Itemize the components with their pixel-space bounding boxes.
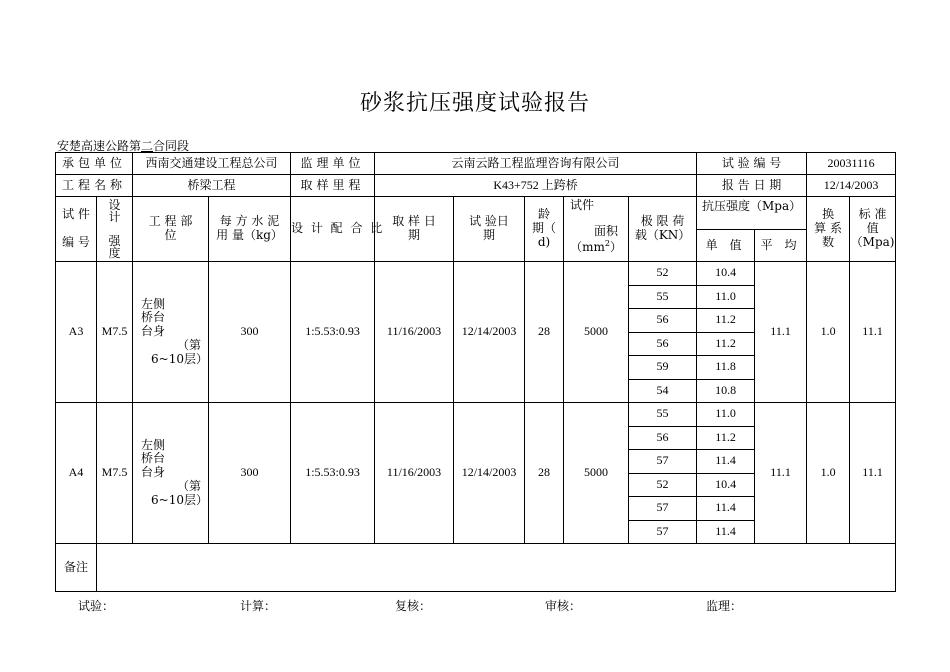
project-part: 左侧 桥台 台身 （第 6~10层）: [133, 262, 209, 403]
limit-load: 57: [629, 450, 697, 474]
limit-load: 56: [629, 309, 697, 333]
contractor-label: 承包单位: [56, 153, 133, 175]
average-strength: 11.1: [755, 403, 807, 544]
limit-load: 52: [629, 262, 697, 286]
standard-value: 11.1: [850, 262, 896, 403]
project-part: 左侧 桥台 台身 （第 6~10层）: [133, 403, 209, 544]
specimen-id: A3: [56, 262, 97, 403]
remarks-label: 备注: [56, 544, 97, 592]
sample-date: 11/16/2003: [375, 262, 454, 403]
test-no-label: 试 验 编 号: [697, 153, 807, 175]
limit-load: 57: [629, 520, 697, 544]
report-date-value: 12/14/2003: [807, 175, 896, 197]
single-strength: 10.8: [697, 379, 755, 403]
limit-load: 59: [629, 356, 697, 380]
report-table: [55, 152, 896, 592]
limit-load: 55: [629, 403, 697, 427]
mileage-value: K43+752 上跨桥: [375, 175, 697, 197]
footer-review: 复核：: [395, 599, 432, 613]
footer-supervise: 监理：: [706, 599, 743, 613]
average-strength: 11.1: [755, 262, 807, 403]
project-value: 桥梁工程: [133, 175, 291, 197]
col-test-date: 试 验日 期: [454, 197, 525, 262]
section-number: 二: [141, 139, 154, 153]
single-strength: 11.2: [697, 309, 755, 333]
remarks-value[interactable]: [97, 544, 896, 592]
cement-dosage: 300: [209, 403, 291, 544]
col-sample-date: 取 样 日 期: [375, 197, 454, 262]
single-strength: 11.4: [697, 520, 755, 544]
single-strength: 11.2: [697, 426, 755, 450]
limit-load: 52: [629, 473, 697, 497]
col-average: 平 均: [755, 230, 807, 262]
footer-calc: 计算：: [240, 599, 277, 613]
contractor-value: 西南交通建设工程总公司: [133, 153, 291, 175]
specimen-id: A4: [56, 403, 97, 544]
col-age: 龄 期（ d): [525, 197, 564, 262]
standard-value: 11.1: [850, 403, 896, 544]
supervisor-label: 监理单位: [291, 153, 375, 175]
col-standard: 标 准 值 （Mpa): [850, 197, 896, 262]
single-strength: 11.8: [697, 356, 755, 380]
report-title: 砂浆抗压强度试验报告: [359, 91, 590, 116]
col-part: 工 程 部 位: [133, 197, 209, 262]
single-strength: 10.4: [697, 262, 755, 286]
supervisor-value: 云南云路工程监理咨询有限公司: [375, 153, 697, 175]
test-date: 12/14/2003: [454, 403, 525, 544]
limit-load: 55: [629, 285, 697, 309]
design-grade: M7.5: [97, 262, 133, 403]
mix-ratio: 1:5.53:0.93: [291, 262, 375, 403]
section-prefix: 安楚高速公路第: [57, 139, 142, 153]
header-row-project: [56, 175, 896, 197]
col-factor: 换 算 系 数: [807, 197, 850, 262]
limit-load: 56: [629, 426, 697, 450]
sample-date: 11/16/2003: [375, 403, 454, 544]
col-mix: 设 计 配 合 比: [291, 197, 375, 262]
limit-load: 57: [629, 497, 697, 521]
cement-dosage: 300: [209, 262, 291, 403]
test-date: 12/14/2003: [454, 262, 525, 403]
single-strength: 10.4: [697, 473, 755, 497]
report-date-label: 报 告 日 期: [697, 175, 807, 197]
conversion-factor: 1.0: [807, 403, 850, 544]
footer-audit: 审核：: [545, 599, 582, 613]
single-strength: 11.2: [697, 332, 755, 356]
limit-load: 54: [629, 379, 697, 403]
col-load: 极 限 荷 载（KN）: [629, 197, 697, 262]
age-days: 28: [525, 262, 564, 403]
header-row-contractor: [56, 153, 896, 175]
col-design-grade: 设 计 强 度: [97, 197, 133, 262]
mix-ratio: 1:5.53:0.93: [291, 403, 375, 544]
age-days: 28: [525, 403, 564, 544]
single-strength: 11.4: [697, 497, 755, 521]
specimen-area: 5000: [564, 262, 629, 403]
remarks-row: [56, 544, 896, 592]
table-row: [56, 403, 896, 427]
footer-tester: 试验：: [78, 599, 115, 613]
limit-load: 56: [629, 332, 697, 356]
project-label: 工程名称: [56, 175, 133, 197]
test-no-value: 20031116: [807, 153, 896, 175]
single-strength: 11.0: [697, 285, 755, 309]
design-grade: M7.5: [97, 403, 133, 544]
col-specimen-no: 试 件 编 号: [56, 197, 97, 262]
single-strength: 11.0: [697, 403, 755, 427]
section-suffix: 合同段: [153, 139, 190, 153]
table-row: [56, 262, 896, 286]
mileage-label: 取样里程: [291, 175, 375, 197]
single-strength: 11.4: [697, 450, 755, 474]
col-area: 试件 面积 $(mm^2)$: [564, 197, 629, 262]
col-cement: 每 方 水 泥 用 量（kg）: [209, 197, 291, 262]
column-header-row-1: [56, 197, 896, 230]
col-single: 单 值: [697, 230, 755, 262]
specimen-area: 5000: [564, 403, 629, 544]
conversion-factor: 1.0: [807, 262, 850, 403]
col-strength: 抗压强度（Mpa）: [697, 197, 807, 230]
